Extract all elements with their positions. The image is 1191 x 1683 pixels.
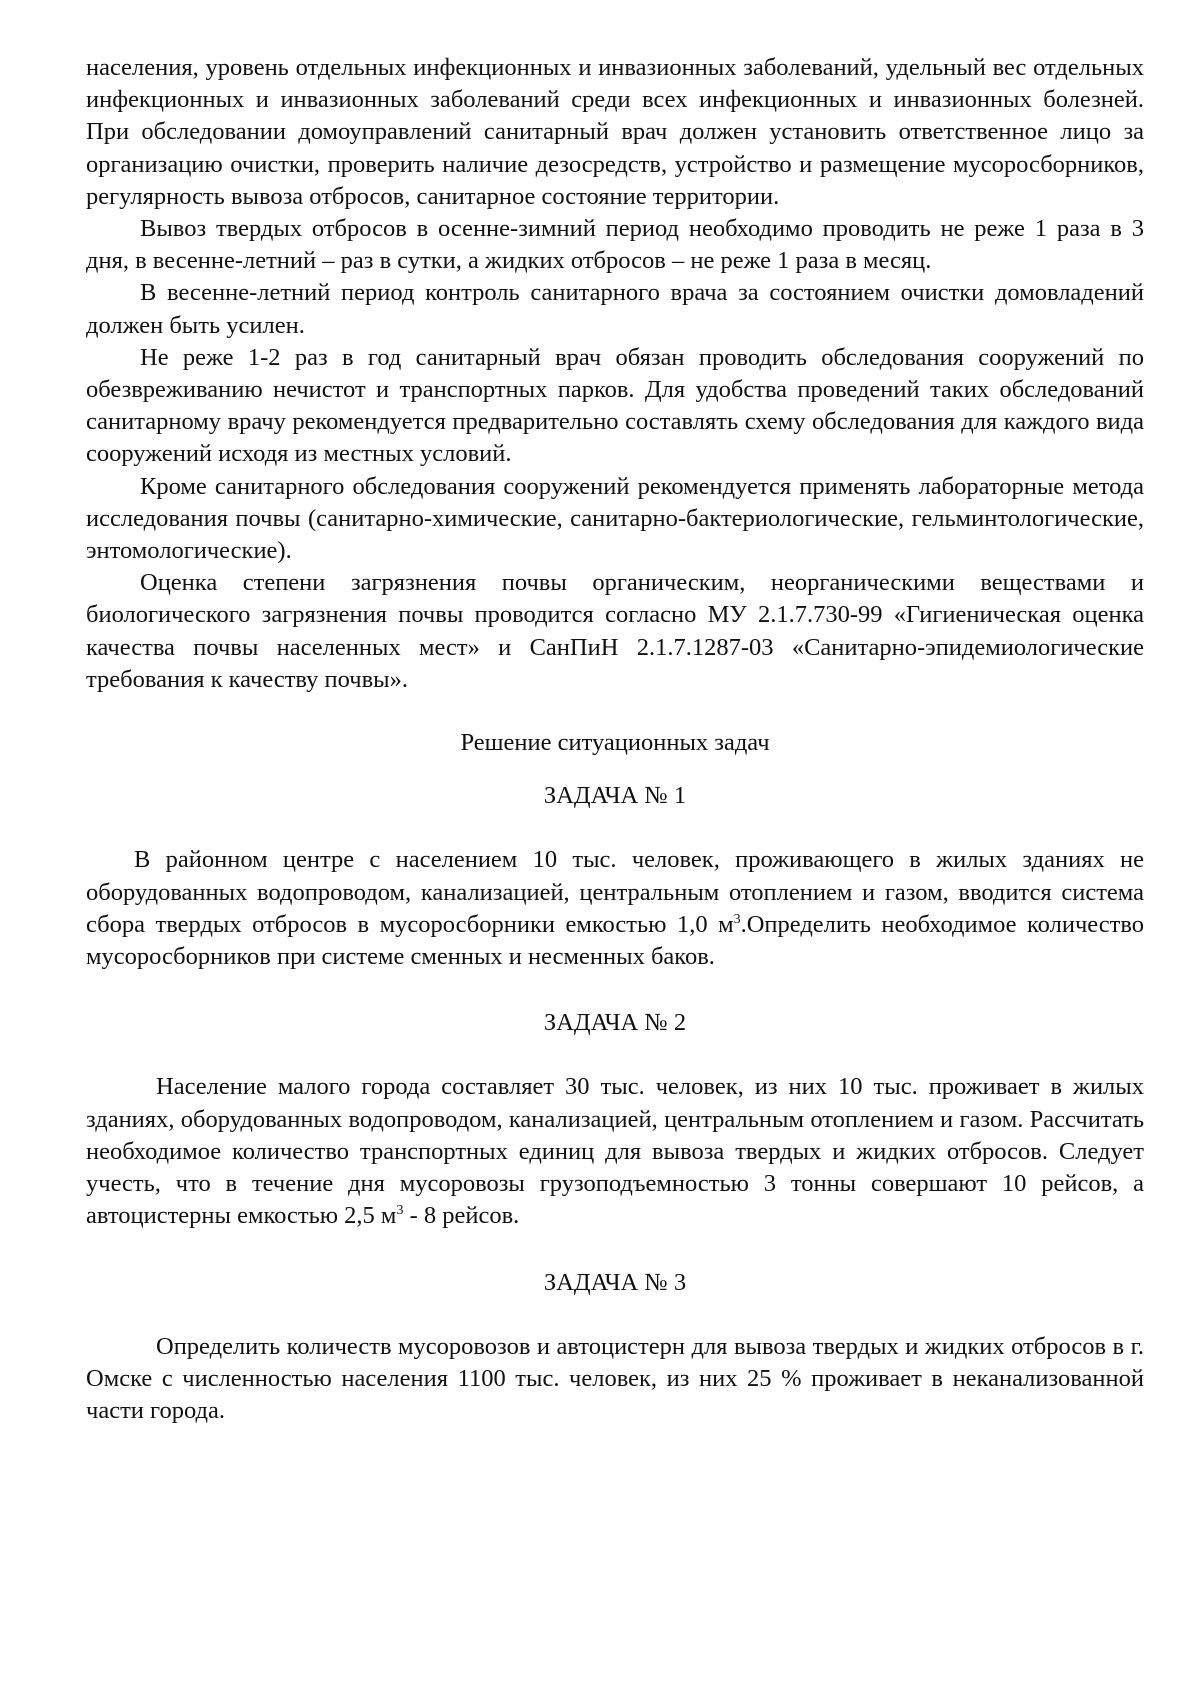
paragraph-waste-removal-frequency: Вывоз твердых отбросов в осенне-зимний период необходимо проводить не реже 1 раза в 3 дня, в весенне-летний – раз в сутки, а жидких отбросов – не реже 1 раза в месяц. — [86, 215, 1144, 275]
paragraph-facility-inspection: Не реже 1-2 раз в год санитарный врач обязан проводить обследования сооружений по обезвреживанию нечистот и транспортных парков. Для удобства проведений таких обследований санитарному врачу рекомендуется предварительно составлять схему обследования для каждого вида сооружений исходя из местных условий. — [86, 343, 1144, 468]
paragraph-spring-summer-control: В весенне-летний период контроль санитарного врача за состоянием очистки домовладений должен быть усилен. — [86, 279, 1144, 339]
document-page — [86, 52, 1144, 1427]
task-2-text-tail: - 8 рейсов. — [403, 1202, 520, 1230]
task-1-superscript: 3 — [733, 911, 741, 927]
task-1-text — [86, 844, 1144, 973]
task-1-text-main: В районном центре с населением 10 тыс. человек, проживающего в жилых зданиях не оборудованных водопроводом, канализацией, центральным отоплением и газом, вводится система сбора твердых отбросов в мусоросборники емкостью 1,0 м — [86, 846, 1144, 938]
task-3-text: Определить количеств мусоровозов и автоцистерн для вывоза твердых и жидких отбросов в г. Омске с численностью населения 1100 тыс. человек, из них 25 % проживает в неканализованной части города. — [86, 1332, 1144, 1425]
task-2-heading: ЗАДАЧА № 2 — [543, 1009, 687, 1037]
section-title: Решение ситуационных задач — [460, 729, 770, 757]
paragraph-soil-assessment: Оценка степени загрязнения почвы органическим, неорганическими веществами и биологического загрязнения почвы проводится согласно МУ 2.1.7.730-99 «Гигиеническая оценка качества почвы населенных мест» и СанПиН 2.1.7.1287-03 «Санитарно-эпидемиологические требования к качеству почвы». — [86, 569, 1144, 693]
paragraph-lab-methods: Кроме санитарного обследования сооружений рекомендуется применять лабораторные метода исследования почвы (санитарно-химические, санитарно-бактериологические, гельминтологические, энтомологические). — [86, 472, 1144, 565]
task-3-heading: ЗАДАЧА № 3 — [543, 1268, 687, 1296]
task-1-heading: ЗАДАЧА № 1 — [543, 782, 687, 810]
task-2-text-main: Население малого города составляет 30 тыс. человек, из них 10 тыс. проживает в жилых зданиях, оборудованных водопроводом, канализацией, центральным отоплением и газом. Рассчитать необходимое количество транспортных единиц для вывоза твердых и жидких отбросов. Следует учесть, что в течение дня мусоровозы грузоподъемностью 3 тонны совершают 10 рейсов, а автоцистерны емкостью 2,5 м — [86, 1073, 1144, 1230]
task-2-superscript: 3 — [396, 1203, 404, 1219]
task-2-text — [86, 1071, 1144, 1232]
paragraph-intro-continuation: населения, уровень отдельных инфекционных и инвазионных заболеваний, удельный вес отдельных инфекционных и инвазионных заболеваний среди всех инфекционных и инвазионных болезней. При обследовании домоуправлений санитарный врач должен установить ответственное лицо за организацию очистки, проверить наличие дезосредств, устройство и размещение мусоросборников, регулярность вывоза отбросов, санитарное состояние территории. — [86, 54, 1144, 210]
task-1-text-tail: .Определить необходимое количество мусоросборников при системе сменных и несменных баков. — [86, 910, 1144, 971]
